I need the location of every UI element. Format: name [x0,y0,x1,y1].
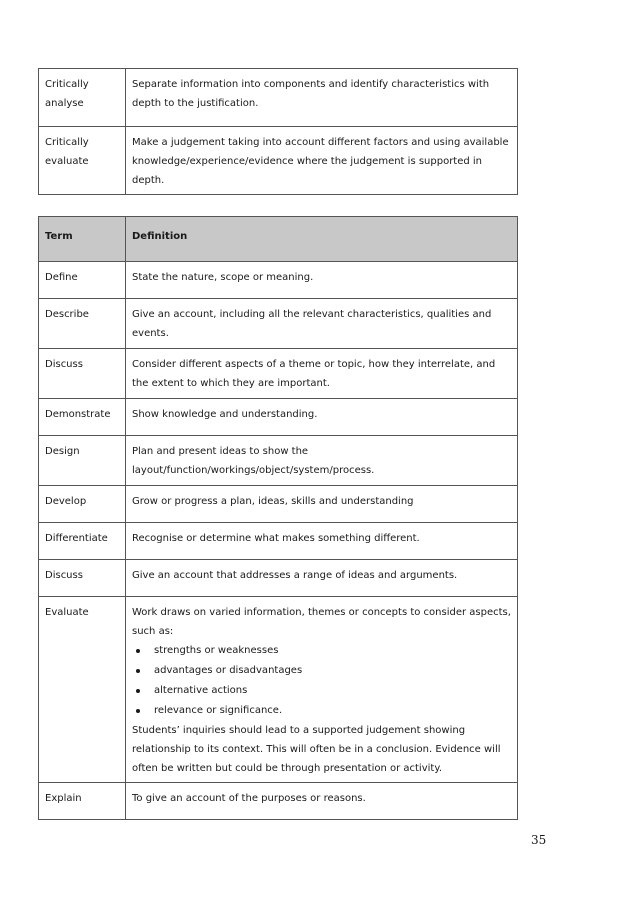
term-cell: Discuss [39,560,126,597]
definition-cell: State the nature, scope or meaning. [126,262,518,299]
term-cell: Differentiate [39,523,126,560]
term-cell: Design [39,436,126,486]
table-row [39,349,518,399]
definitions-table [38,216,518,820]
definition-cell: Give an account that addresses a range of ideas and arguments. [126,560,518,597]
table-row-evaluate [39,597,518,783]
term-cell: Critically evaluate [39,127,126,195]
term-cell: Discuss [39,349,126,399]
bullet-item: alternative actions [154,681,511,701]
term-cell: Develop [39,486,126,523]
term-column-header: Term [39,217,126,262]
evaluate-intro: Work draws on varied information, themes or concepts to consider aspects, such as: [132,607,511,637]
definition-cell: Make a judgement taking into account different factors and using available knowledge/experience/evidence where the judgement is supported in depth. [126,127,518,195]
evaluate-outro: Students’ inquiries should lead to a supported judgement showing relationship to its context. This will often be in a conclusion. Evidence will often be written but could be through presentation or activity. [132,725,501,774]
table-row [39,399,518,436]
definition-cell: Give an account, including all the relevant characteristics, qualities and events. [126,299,518,349]
table-row [39,783,518,820]
term-cell: Define [39,262,126,299]
term-cell: Describe [39,299,126,349]
term-cell: Critically analyse [39,69,126,127]
table-row [39,523,518,560]
definition-cell: Separate information into components and identify characteristics with depth to the justification. [126,69,518,127]
table-row [39,69,518,127]
table-row [39,560,518,597]
bullet-item: strengths or weaknesses [154,641,511,661]
table-row [39,262,518,299]
table-row [39,436,518,486]
definition-cell: Plan and present ideas to show the layout/function/workings/object/system/process. [126,436,518,486]
evaluate-bullet-list [132,641,511,721]
definition-column-header: Definition [126,217,518,262]
table-header-row [39,217,518,262]
page-number: 35 [531,833,547,847]
definition-cell: To give an account of the purposes or reasons. [126,783,518,820]
table-row [39,299,518,349]
term-cell: Evaluate [39,597,126,783]
term-cell: Explain [39,783,126,820]
bullet-item: relevance or significance. [154,701,511,721]
definition-cell: Grow or progress a plan, ideas, skills and understanding [126,486,518,523]
table-row [39,127,518,195]
bullet-item: advantages or disadvantages [154,661,511,681]
definition-cell [126,597,518,783]
definitions-table-continued [38,68,518,195]
definition-cell: Consider different aspects of a theme or topic, how they interrelate, and the extent to which they are important. [126,349,518,399]
term-cell: Demonstrate [39,399,126,436]
definition-cell: Recognise or determine what makes something different. [126,523,518,560]
definition-cell: Show knowledge and understanding. [126,399,518,436]
table-row [39,486,518,523]
